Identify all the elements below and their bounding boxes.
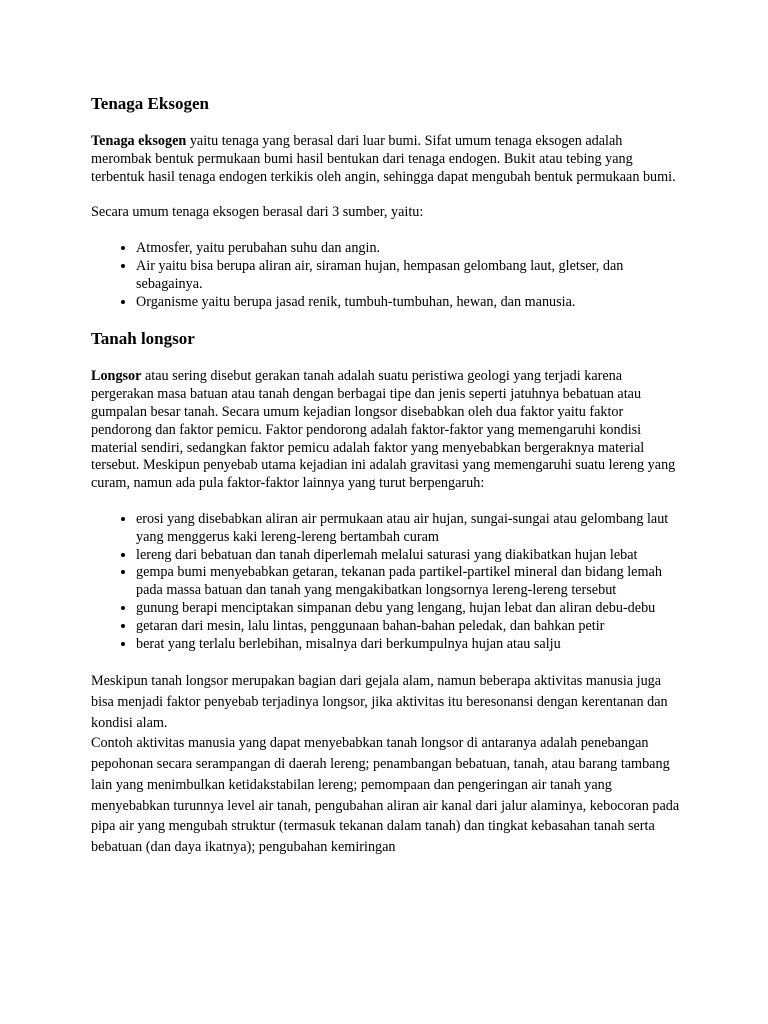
section-heading-tenaga-eksogen: Tenaga Eksogen — [91, 94, 209, 113]
paragraph-human-activity-intro: Meskipun tanah longsor merupakan bagian dari gejala alam, namun beberapa aktivitas manusia juga bisa menjadi faktor penyebab terjadinya longsor, jika aktivitas itu beresonansi dengan kerentanan dan kondisi alam. — [91, 673, 668, 731]
list-item: • berat yang terlalu berlebihan, misalnya dari berkumpulnya hujan atau salju — [136, 636, 681, 654]
list-eksogen-sources — [91, 240, 681, 311]
section-heading-tanah-longsor: Tanah longsor — [91, 329, 195, 349]
list-item: • erosi yang disebabkan aliran air permukaan atau air hujan, sungai-sungai atau gelombang laut yang menggerus kaki lereng-lereng bertambah curam — [136, 511, 681, 547]
list-item: • getaran dari mesin, lalu lintas, penggunaan bahan-bahan peledak, dan bahkan petir — [136, 618, 681, 636]
list-item: • lereng dari bebatuan dan tanah diperlemah melalui saturasi yang diakibatkan hujan lebat — [136, 547, 681, 565]
list-item: • gempa bumi menyebabkan getaran, tekanan pada partikel-partikel mineral dan bidang lemah pada massa batuan dan tanah yang mengakibatkan longsornya lereng-lereng tersebut — [136, 564, 681, 600]
term-longsor: Longsor — [91, 368, 142, 385]
paragraph-tenaga-eksogen-definition — [91, 133, 681, 186]
paragraph-sources-intro: Secara umum tenaga eksogen berasal dari 3 sumber, yaitu: — [91, 204, 424, 221]
list-item: • Organisme yaitu berupa jasad renik, tumbuh-tumbuhan, hewan, dan manusia. — [136, 294, 681, 312]
term-tenaga-eksogen: Tenaga eksogen — [91, 133, 187, 149]
paragraph-text: atau sering disebut gerakan tanah adalah suatu peristiwa geologi yang terjadi karena pergerakan masa batuan atau tanah dengan berbagai tipe dan jenis seperti jatuhnya bebatuan atau gumpalan besar tanah. Secara umum kejadian longsor disebabkan oleh dua faktor yaitu faktor pendorong dan faktor pemicu. Faktor pendorong adalah faktor-faktor yang memengaruhi kondisi material sendiri, sedangkan faktor pemicu adalah faktor yang menyebabkan bergeraknya material tersebut. Meskipun penyebab utama kejadian ini adalah gravitasi yang memengaruhi suatu lereng yang curam, namun ada pula faktor-faktor lainnya yang turut berpengaruh: — [91, 368, 676, 492]
paragraph-human-activity-examples: Contoh aktivitas manusia yang dapat menyebabkan tanah longsor di antaranya adalah penebangan pepohonan secara serampangan di daerah lereng; penambangan bebatuan, tanah, atau barang tambang lain yang menimbulkan ketidakstabilan lereng; pemompaan dan pengeringan air tanah yang menyebabkan turunnya level air tanah, pengubahan aliran air kanal dari jalur alaminya, kebocoran pada pipa air yang mengubah struktur (termasuk tekanan dalam tanah) dan tingkat kebasahan tanah serta bebatuan (dan daya ikatnya); pengubahan kemiringan — [91, 735, 680, 855]
document-page — [91, 94, 681, 858]
paragraph-text: yaitu tenaga yang berasal dari luar bumi. Sifat umum tenaga eksogen adalah merombak bentuk permukaan bumi hasil bentukan dari tenaga endogen. Bukit atau tebing yang terbentuk hasil tenaga endogen terkikis oleh angin, sehingga dapat mengubah bentuk permukaan bumi. — [91, 133, 676, 185]
list-longsor-factors — [91, 511, 681, 653]
paragraph-longsor-definition — [91, 368, 681, 493]
list-item: • Atmosfer, yaitu perubahan suhu dan angin. — [136, 240, 681, 258]
list-item: • Air yaitu bisa berupa aliran air, siraman hujan, hempasan gelombang laut, gletser, dan sebagainya. — [136, 258, 681, 294]
list-item: • gunung berapi menciptakan simpanan debu yang lengang, hujan lebat dan aliran debu-debu — [136, 600, 681, 618]
